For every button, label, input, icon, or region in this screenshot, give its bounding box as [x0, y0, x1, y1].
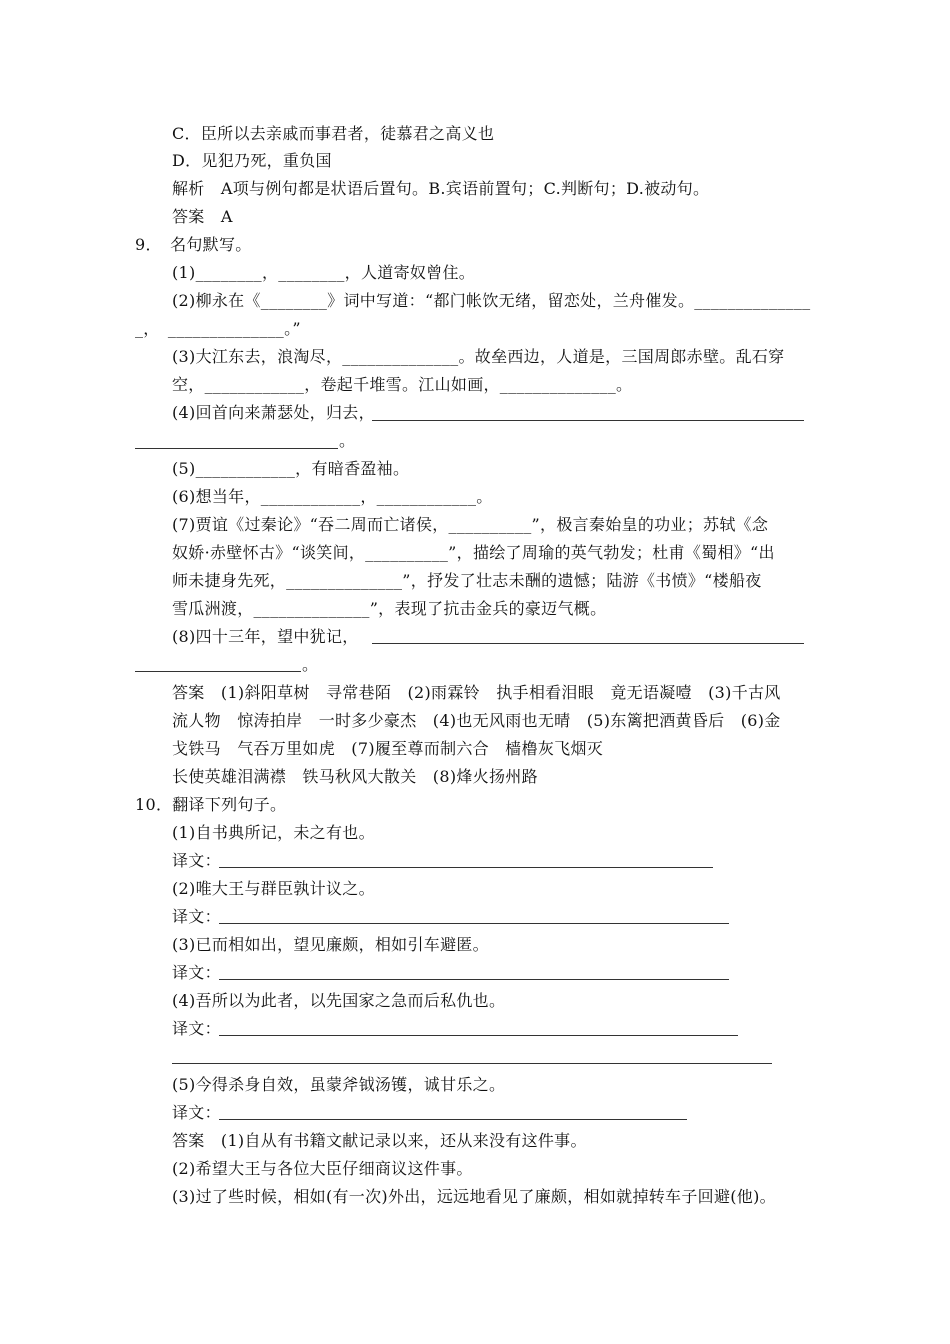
answer-9: 答案 (1)斜阳草树 寻常巷陌 (2)雨霖铃 执手相看泪眼 竟无语凝噎 (3)千古风: [172, 683, 781, 702]
translation-label: 译文：: [172, 1103, 221, 1122]
blank-line: [219, 1119, 687, 1120]
q9-item-7-cont: 师未捷身先死，______________”，抒发了壮志未酬的遗憾；陆游《书愤》“楼船夜: [172, 571, 762, 590]
q9-item-2-cont: _， ______________。”: [135, 319, 301, 338]
blank-line: [219, 1035, 738, 1036]
q9-item-7-cont: 雪瓜洲渡，______________”，表现了抗击金兵的豪迈气概。: [172, 599, 607, 618]
q9-item-2: (2)柳永在《________》词中写道：“都门帐饮无绪，留恋处，兰舟催发。______________: [172, 291, 811, 310]
q9-item-3-cont: 空，____________，卷起千堆雪。江山如画，______________。: [172, 375, 633, 394]
q9-item-3: (3)大江东去，浪淘尽，______________。故垒西边，人道是，三国周郎赤壁。乱石穿: [172, 347, 785, 366]
translation-label: 译文：: [172, 963, 221, 982]
q9-item-6: (6)想当年，____________，____________。: [172, 487, 493, 506]
answer-9-cont: 戈铁马 气吞万里如虎 (7)履至尊而制六合 樯橹灰飞烟灭: [172, 739, 604, 758]
translation-label: 译文：: [172, 851, 221, 870]
blank-line: [372, 420, 804, 421]
analysis-8: 解析 A项与例句都是状语后置句。B.宾语前置句；C.判断句；D.被动句。: [172, 179, 710, 198]
q9-item-4-end: 。: [339, 431, 356, 450]
question-9-title: 9． 名句默写。: [135, 235, 252, 254]
q9-item-4: (4)回首向来萧瑟处，归去，: [172, 403, 375, 422]
q9-item-5: (5)____________，有暗香盈袖。: [172, 459, 410, 478]
answer-9-cont: 流人物 惊涛拍岸 一时多少豪杰 (4)也无风雨也无晴 (5)东篱把酒黄昏后 (6)金: [172, 711, 781, 730]
blank-line: [219, 923, 729, 924]
answer-10-cont: (3)过了些时候，相如(有一次)外出，远远地看见了廉颇，相如就掉转车子回避(他)。: [172, 1187, 776, 1206]
q9-item-1: (1)________，________，人道寄奴曾住。: [172, 263, 476, 282]
translation-label: 译文：: [172, 1019, 221, 1038]
q10-item-5: (5)今得杀身自效，虽蒙斧钺汤镬，诚甘乐之。: [172, 1075, 506, 1094]
blank-line: [135, 671, 301, 672]
option-d: D．见犯乃死，重负国: [172, 151, 332, 170]
answer-9-cont: 长使英雄泪满襟 铁马秋风大散关 (8)烽火扬州路: [172, 767, 538, 786]
blank-line: [219, 867, 713, 868]
blank-line: [372, 643, 804, 644]
question-10-title: 10．翻译下列句子。: [135, 795, 287, 814]
blank-line: [135, 448, 338, 449]
translation-label: 译文：: [172, 907, 221, 926]
q10-item-1: (1)自书典所记，未之有也。: [172, 823, 375, 842]
answer-10-cont: (2)希望大王与各位大臣仔细商议这件事。: [172, 1159, 473, 1178]
q10-item-3: (3)已而相如出，望见廉颇，相如引车避匿。: [172, 935, 489, 954]
q9-item-7-cont: 奴娇·赤壁怀古》“谈笑间，__________”，描绘了周瑜的英气勃发；杜甫《蜀相》“出: [172, 543, 775, 562]
q10-item-4: (4)吾所以为此者，以先国家之急而后私仇也。: [172, 991, 506, 1010]
blank-line: [219, 979, 729, 980]
q9-item-8-end: 。: [302, 655, 319, 674]
answer-10: 答案 (1)自从有书籍文献记录以来，还从来没有这件事。: [172, 1131, 587, 1150]
q9-item-7: (7)贾谊《过秦论》“吞二周而亡诸侯，__________”，极言秦始皇的功业；苏轼《念: [172, 515, 769, 534]
q10-item-2: (2)唯大王与群臣孰计议之。: [172, 879, 375, 898]
option-c: C．臣所以去亲戚而事君者，徒慕君之高义也: [172, 124, 495, 143]
q9-item-8: (8)四十三年，望中犹记，: [172, 627, 359, 646]
blank-line: [172, 1063, 772, 1064]
answer-8: 答案 A: [172, 207, 233, 226]
